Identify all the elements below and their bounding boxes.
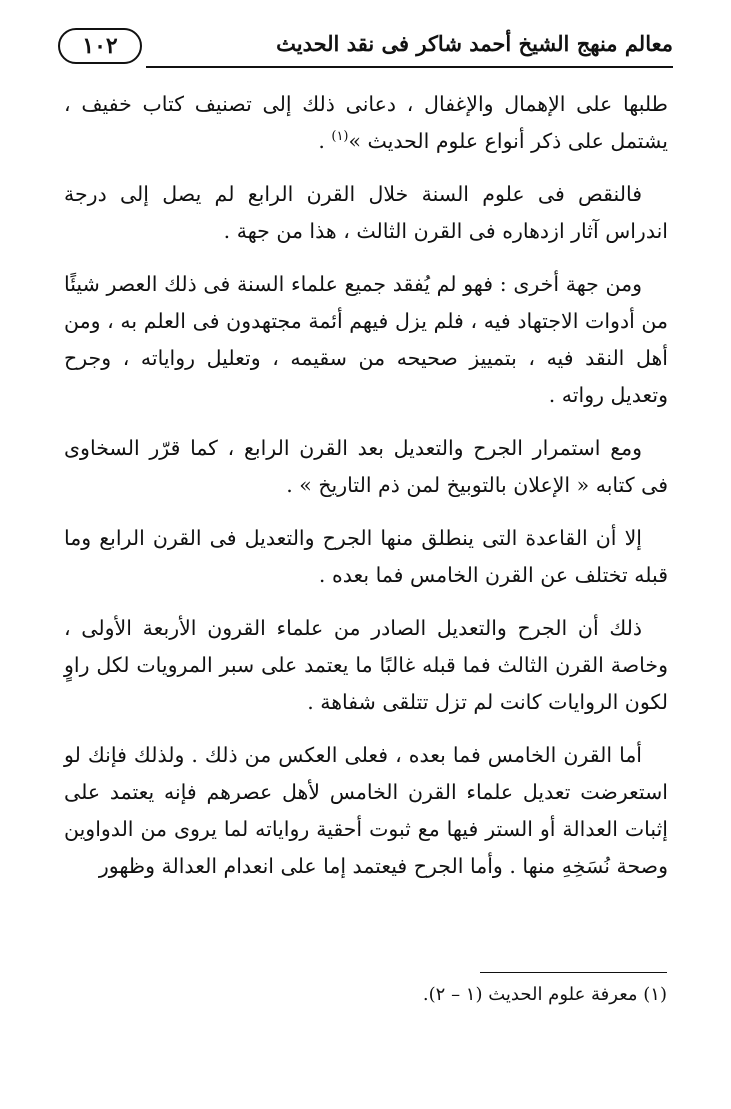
page-header: [58, 28, 673, 68]
body-text: [64, 86, 668, 901]
paragraph-1-text: طلبها على الإهمال والإغفال ، دعانى ذلك إلى تصنيف كتاب خفيف ، يشتمل على ذكر أنواع علوم الحديث »: [64, 92, 668, 153]
paragraph-5: إلا أن القاعدة التى ينطلق منها الجرح والتعديل فى القرن الرابع وما قبله تختلف عن القرن الخامس فما بعده .: [64, 526, 668, 587]
paragraph-2: فالنقص فى علوم السنة خلال القرن الرابع لم يصل إلى درجة اندراس آثار ازدهاره فى القرن الثالث ، هذا من جهة .: [64, 182, 668, 243]
header-rule: [146, 66, 673, 68]
running-title: معالم منهج الشيخ أحمد شاكر فى نقد الحديث: [276, 31, 673, 56]
paragraph-1-tail: .: [318, 129, 332, 153]
paragraph-6: ذلك أن الجرح والتعديل الصادر من علماء القرون الأربعة الأولى ، وخاصة القرن الثالث فما قبله غالبًا ما يعتمد على سبر المرويات لكل راوٍ لكون الروايات كانت لم تزل تتلقى شفاهة .: [64, 616, 668, 714]
paragraph-1: [64, 86, 668, 160]
paragraph-4: ومع استمرار الجرح والتعديل بعد القرن الرابع ، كما قرّر السخاوى فى كتابه « الإعلان بالتوبيخ لمن ذم التاريخ » .: [64, 436, 668, 497]
footnote-separator: [480, 972, 667, 973]
page-number: ١٠٢: [58, 28, 142, 64]
paragraph-7: أما القرن الخامس فما بعده ، فعلى العكس من ذلك . ولذلك فإنك لو استعرضت تعديل علماء القرن الخامس لأهل عصرهم فإنه يعتمد على إثبات العدالة أو الستر فيها مع ثبوت أحقية رواياته لما يروى من الدواوين وصحة نُسَخِهِ منها . وأما الجرح فيعتمد إما على انعدام العدالة وظهور: [64, 743, 668, 878]
footnote-1: (١) معرفة علوم الحديث (١ – ٢).: [422, 984, 667, 1005]
paragraph-3: ومن جهة أخرى : فهو لم يُفقد جميع علماء السنة فى ذلك العصر شيئًا من أدوات الاجتهاد فيه ، فلم يزل فيهم أئمة مجتهدون فى العلم به ، ومن أهل النقد فيه ، بتمييز صحيحه من سقيمه ، وتعليل رواياته ، وجرح وتعديل رواته .: [64, 272, 668, 407]
footnote-reference: (١): [331, 129, 349, 145]
